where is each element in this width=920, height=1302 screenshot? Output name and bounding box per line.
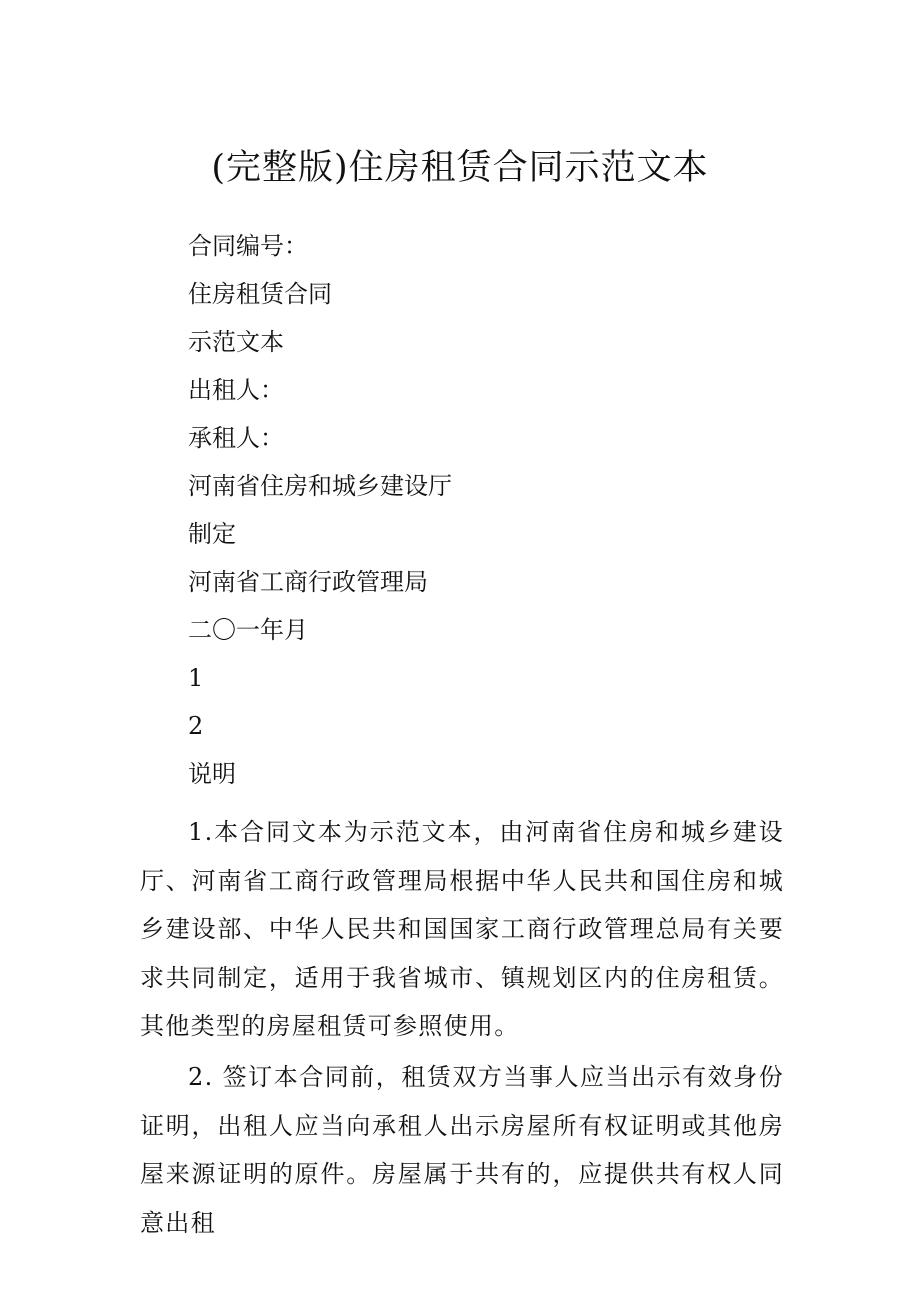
- instructions-heading: 说明: [188, 760, 236, 788]
- issuer-commerce-bureau: 河南省工商行政管理局: [188, 568, 428, 596]
- instruction-paragraph-1: 1.本合同文本为示范文本，由河南省住房和城乡建设厅、河南省工商行政管理局根据中华人民共和国住房和城乡建设部、中华人民共和国国家工商行政管理总局有关要求共同制定，适用于我省城市、镇规划区内的住房租赁。其他类型的房屋租赁可参照使用。: [140, 818, 784, 1041]
- instruction-paragraph-2: 2. 签订本合同前，租赁双方当事人应当出示有效身份证明，出租人应当向承租人出示房屋所有权证明或其他房屋来源证明的原件。房屋属于共有的，应提供共有权人同意出租: [140, 1063, 784, 1237]
- contract-name-line: 住房租赁合同: [188, 280, 332, 308]
- issued-label: 制定: [188, 520, 236, 548]
- page-number-1: 1: [188, 664, 204, 692]
- contract-number-label: 合同编号：: [188, 232, 308, 260]
- lessor-label: 出租人：: [188, 376, 284, 404]
- cover-lines: [188, 226, 452, 802]
- issue-date-line: 二〇一年月: [188, 616, 308, 644]
- issuer-housing-department: 河南省住房和城乡建设厅: [188, 472, 452, 500]
- lessee-label: 承租人：: [188, 424, 284, 452]
- template-label-line: 示范文本: [188, 328, 284, 356]
- page-number-2: 2: [188, 712, 204, 740]
- document-title: (完整版)住房租赁合同示范文本: [211, 148, 709, 188]
